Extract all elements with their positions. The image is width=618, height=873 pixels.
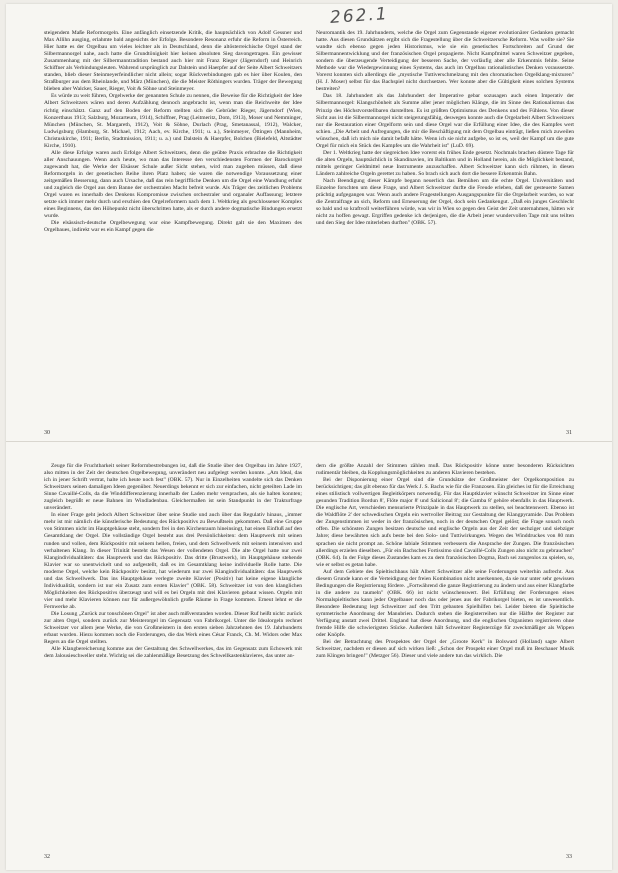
page-number-31: 31 bbox=[566, 430, 572, 436]
paragraph: Das 18. Jahrhundert als das Jahrhundert der Imperative gebar sozusagen auch einen Imperativ der Silbermannorgel: Klangschönheit als Summe aller jener möglichen Klänge, die im Sinne des Rationalismus das Prinzip des Höchstvorstellbaren darstellten. Es ist größten Optimismus des Denkens und des Fühlens. Von dieser Sicht aus ist die Silbermannorgel nicht steigerungsfähig, deswegen konnte auch die Orgelarbeit Albert Schweitzers nur die Restauration einer Orgelform sein und diese Orgel war die Erfüllung einer Idee, die des Kampfes wert schien. „Die Arbeit und Aufregungen, die mir die Beschäftigung mit dem Orgelbau einträgt, ließen mich zuweilen wünschen, daß ich mich nie damit befaßt hätte. Wenn ich sie nicht aufgebe, so ist es, weil der Kampf um die gute Orgel für mich ein Stück des Kampfes um die Wahrheit ist" (LuD. 69). bbox=[316, 93, 574, 149]
page-number-30: 30 bbox=[44, 430, 50, 436]
page-30-text bbox=[44, 30, 302, 410]
page-number-32: 32 bbox=[44, 854, 50, 860]
paragraph: Alle Klangbereicherung komme aus der Gestaltung des Schwellwerkes, das im Gegensatz zum Echowerk mit dem Jalousieschweller steht. Wichtig sei die zahlenmäßige Besetzung des Schwellkastenklavieres, das unter an- bbox=[44, 646, 302, 660]
page-32-text bbox=[44, 463, 302, 848]
page-fold-line bbox=[6, 441, 612, 442]
paragraph: Zeuge für die Fruchtbarkeit seiner Reformbestrebungen ist, daß die Studie über den Orgelbau im Jahre 1927, also mitten in der Zeit der deutschen Orgelbewegung, unverändert neu aufgelegt werden konnte. „Am Ideal, das ich in jener Schrift vertrat, halte ich heute noch fest" (OBK. 57). Nur in Einzelheiten wandelte sich das Denken Schweitzers seinen damaligen Ideen gegenüber. Neuerdings bekennt er sich zur einfachen, nicht geteilten Lade im Sinne Cavaillé-Colls, da die Winddifferenzierung innerhalb der Laden mehr versprachen, als sie halten konnten; zugleich begrüßt er neue Bahnen im Windladenbau. Gleichermaßen ist sein Standpunkt in der Trakturfrage unverändert. bbox=[44, 463, 302, 512]
paragraph: steigendem Maße Reformorgeln. Eine anfänglich einsetzende Kritik, die hauptsächlich von Adolf Gessner und Max Allihn ausging, erlahmte bald angesichts der Erfolge. Besondere Resonanz erfuhr die Reform in Österreich. Hier hatte es der Orgelbau um vieles leichter als in Deutschland, denn die altösterreichische Orgel stand der Silbermannorgel nahe, auch hatte die Grundtönigkeit hier keinen absoluten Sieg davongetragen. Ein gewisser Zusammenhang mit der Silbermanntradition bestand auch hier mit Franz Rieger (Jägerndorf) und Heinrich Schiffner als Verbindungsleuten. Wahrend ursprünglich zur Dalstein und Haerpfer auf der Seite Albert Schweitzers standen, blieb dieser Steinmeyerfeindlicher nicht allein; sogar Rückverbindungen gab es hier über Koulen, den Straßburger aus dem Rheinlande, und März (München), die die Meister Röthingers wurden. Träger der Bewegung blieben aber Walcker, Sauer, Rieger, Voit & Söhne und Steinmeyer. bbox=[44, 30, 302, 93]
paragraph: Bei der Disponierung einer Orgel sind die Grundsätze der Großmeister der Orgelkomposition zu berücksichtigen; das gilt ebenso für das Werk J. S. Bachs wie für die Franzosen. Ein gleiches ist für die Erreichung eines stilistisch vollwertigen Begleitkörpers notwendig. Für das Hauptklavier wünscht Schweitzer im Sinne einer gesunden Tradition Bordun 8', Flöte major 8' und Salicional 8'; die Gamba 8' gehöre ebenfalls in das Hauptwerk. Die englische Art, verschieden mensurierte Prinzipale in das Hauptwerk zu stellen, sei beachtenswert. Ebenso ist die Waldflöte 2' der schwedischen Orgeln ein wertvoller Beitrag zur Gestaltung der Klangpyramide. Das Problem der Zungenstimmen ist weder in der französischen, noch in der deutschen Orgel gelöst; die Frage sonach noch offen. Die schönsten Zungen besitzen deutsche und englische Orgeln aus der Zeit der sechziger und siebziger Jahre; diese bewährten sich aufs beste bei den Solo- und Tuttiwirkungen. Wegen des Winddruckes von 80 mm sprachen sie nicht prompt an. Schöne labiale Stimmen verbessern die Ansprache der Zungen. Die französischen allerdings erzielen dieselben. „Für ein Bachsches Fortissimo sind Cavaillé-Colls Zungen also nicht zu gebrauchen" (OBK. 64). In der Folge dieses Zustandes kam es zu dem französischen Dogma, Bach sei zungenlos zu spielen, so, wie er selbst es getan habe. bbox=[316, 477, 574, 568]
paragraph: Es würde zu weit führen, Orgelwerke der genannten Schule zu nennen, die Beweise für die Richtigkeit der Idee Albert Schweitzers wären und deren Aufzählung dennoch angebracht ist, wenn man die Reichweite der Idee richtig einschätzt. Ganz auf den Boden der Reform stellten sich die Gebrüder Rieger, Jägerndorf (Wien, Konzerthaus 1913; Salzburg, Mozarteum, 1914), Schiffner, Prag (Leitmeritz, Dom, 1913), Moser und Nemminger, München (München, St. Margareth, 1912), Voit & Söhne, Durlach (Prag, Smetanassal, 1912), Walcker, Ludwigsburg (Hamburg, St. Michael, 1912; Aach, ev. Kirche, 1911; u. a.), Steinmeyer, Öttingen (Mannheim, Christuskirche, 1911; Berlin, Stadtmission, 1911; u. a.) und Dalstein & Haerpfer, Bolchen (Bielefeld, Altstädter Kirche, 1910). bbox=[44, 93, 302, 149]
handwritten-note: 262.1 bbox=[329, 3, 390, 29]
page-33-text bbox=[316, 463, 574, 848]
page-number-33: 33 bbox=[566, 854, 572, 860]
paragraph: Die Losung „Zurück zur tonschönen Orgel" ist aber auch mißverstanden worden. Dieser Ruf heißt nicht: zurück zur alten Orgel, sondern zurück zur Meisterorgel im Gegensatz von Fabrikorgel. Unter die Idealorgeln rechnet Schweitzer vor allem jene Werke, die von Großmeistern in den ersten sieben Jahrzehnten des 19. Jahrhunderts erbaut wurden. Hiezu kommen noch die Forderungen, die das Werk eines César Franck, Ch. M. Widors oder Max Regers an die Orgel stellten. bbox=[44, 610, 302, 646]
paragraph: Die elsässisch-deutsche Orgelbewegung war eine Kampfbewegung. Direkt galt sie den Maximen des Orgelbaues, indirekt war es ein Kampf gegen die bbox=[44, 220, 302, 234]
paragraph: dern die größte Anzahl der Stimmen zählen muß. Das Rückpositiv könne unter besonderen Rücksichten rudimentär bleiben, da Kopplungsmöglichkeiten zu anderen Klavieren bestehen. bbox=[316, 463, 574, 477]
paragraph: In einer Frage geht jedoch Albert Schweitzer über seine Studie und auch über das Regulativ hinaus, „immer mehr ist mir nämlich die künstlerische Bedeutung des Rückpositivs zu Bewußtsein gekommen. Daß eine Gruppe von Stimmen nicht im Hauptgehäuse steht, sondern frei in den Kirchenraum hineinsingt, hat einen Einfluß auf den Gesamtklang der Orgel. Die vollständige Orgel besteht aus drei Persönlichkeiten: dem Hauptwerk mit seinen runden und vollen, dem Rückpositiv mit seinem hellen, freien, und dem Schwellwerk mit seinem intensiven und verhaltenen Klang. In dieser Trinität besteht das Wesen der vollendeten Orgel. Die alte Orgel hatte nur zwei Klangindividualitäten: das Hauptwerk und das Rückpositiv. Das dritte (Brustwerk), im Hauptgehäuse stehende Klavier war so unentwickelt und so aufgestellt, daß es im Gesamtklang keine individuelle Rolle hatte. Die moderne Orgel, welche kein Rückpositiv besitzt, hat wiederum nur zwei Klangindividualitäten: das Hauptwerk und das Schwellwerk. Das ins Hauptgehäuse verlegte zweite Klavier (Positiv) hat keine eigene klangliche Individualität, sondern ist nur ein Zusatz zum ersten Klavier" (OBK. 58). Schweitzer ist von den klanglichen Möglichkeiten des Rückpositivs überzeugt und will es bei Orgeln mit drei Klavieren gebaut wissen. Orgeln mit vier und mehr Klavieren können nur für außergewöhnlich große Räume in Frage kommen. Erneut lehnt er die Fernwerke ab. bbox=[44, 512, 302, 610]
paragraph: Alle diese Erfolge waren auch Erfolge Albert Schweitzers, denn die geübte Praxis erbrachte die Richtigkeit aller Anschauungen. Wenn auch heute, wo man das Interesse den verschiedensten Formen der Barockorgel zugewandt hat, die Werke der Elsässer Schule außer Sicht stehen, wird man zugeben müssen, daß diese Reformorgeln in der genetischen Reihe ihren Platz haben; sie waren die notwendige Voraussetzung einer zeitgemäßen Besserung, dann auch Ursache, daß das rein begriffliche Denken um die Orgel eine Wandlung erfuhr und zugleich die Orgel aus dem Banne der orchestralen Macht befreit wurde. Als Träger des zeitlichen Problems Orgel waren es innerhalb des Denkens Kompromisse zwischen orchestraler und organaler Auffassung; letztere setzte sich immer mehr durch und erschien den Orgelreformern nach dem 1. Weltkrieg als geschlossener Komplex eines Beginnens, das den Höhepunkt nicht überschritten hatte, als er durch andere dogmatische Bindungen ersetzt wurde. bbox=[44, 149, 302, 220]
paragraph: Neuromantik des 19. Jahrhunderts, welche die Orgel zum Gegenstande eigener evolutionärer Gedanken gemacht hatte. Aus diesen Grundsätzen ergibt sich die Fragestellung über die Schweitzersche Reform. Was wollte sie? Sie wandte sich ebenso gegen jeden Historismus, wie sie ein genetisches Fortschreiten auf Grund der Silbermannentwicklung und der französischen Orgel propagierte. Nicht Kampfmittel waren Schweitzer gegeben, sondern die überzeugende Verteidigung der besseren Sache, der vorläufig aber alle Erkenntnis fehlte. Seine Methode war die Wiedergewinnung eines Systems, das auch im Orgelbau rationalistisches Denken voraussetzte. Vorerst konnten sich allerdings die „mystische Tuttiverschmelzung mit den chromatischen Orgelklang-mixturen" (H. J. Moser) selbst für das Bachspiel nicht durchsetzen. Wer konnte aber die Gültigkeit eines solchen Systems bestreiten? bbox=[316, 30, 574, 93]
paragraph: Auf dem Gebiete des Spieltischbaus hält Albert Schweitzer alle seine Forderungen weiterhin aufrecht. Aus diesem Grunde kann er die Verteidigung der freien Kombination nicht anerkennen, da sie nur unter sehr gewissen Bedingungen die Registrierung fördere. „Fortwährend die ganze Registrierung zu ändern und aus einer Klangfarbe in die andere zu taumeln" (OBK. 66) ist nicht wünschenswert. Bei Erfüllung der Forderungen eines Normalspieltisches kann jeder Orgelbauer noch das oder jenes aus der Fabrikorgel bieten, es ist unwesentlich. Besondere Bedeutung legt Schweitzer auf den Tritt gebauten Spielhilfen bei. Leider bieten die Spieltische symmetrische Anordnung der Manubrien. Dadurch stehen die Registerreihen nur die Hälfte der Register zur Verfügung anstatt zwei Drittel. England hat diese Anordnung, und die englischen Organisten registrieren ohne fremde Hilfe die schwierigsten Stücke. Außerdem hält Schweitzer Registerzüge für zweckmäßiger als Wippen oder Knöpfe. bbox=[316, 568, 574, 639]
paragraph: Der 1. Weltkrieg hatte der siegreichen Idee vorerst ein frühes Ende gesetzt. Nochmals brachen düstere Tage für die alten Orgeln, hauptsächlich in Skandinavien, im Baltikum und in Holland herein, als die Möglichkeit bestand, mittels geringer Geldmittel neue Instrumente anzuschaffen. Albert Schweitzer kann sich rühmen, in diesen Ländern zahlreiche Orgeln gerettet zu haben. So brach sich auch dort die bessere Erkenntnis Bahn. bbox=[316, 149, 574, 177]
page-31-text bbox=[316, 30, 574, 410]
paragraph: Bei der Betrachtung des Prospektes der Orgel der „Groote Kerk" in Bolsward (Holland) sagte Albert Schweitzer, nachdem er diesen auf sich wirken ließ: „Schon der Prospekt einer Orgel muß im Beschauer Musik zum Klingen bringen!" (Metzger 56). Dieser und viele andere tun das wirklich. Die bbox=[316, 639, 574, 660]
paragraph: Nach Beendigung dieser Kämpfe begann neuerlich das Bemühen um die echte Orgel. Universitäten und Einzelne forschten um diese Frage, und Albert Schweitzer durfte die Freude erleben, daß der gesteuerte Samen prächtig aufgegangen war. Wenn auch andere Fragestellungen Ausgangspunkte für die Orgelarbeit wurden, so war die Zentralfrage an sich, Reform und Erneuerung der Orgel, doch sein Gedankengut. „Daß ein junges Geschlecht so bald und so kraftvoll weiterführen würde, was wir in Wien so gegen den Geist der Zeit unternahmen, hätten wir nicht zu hoffen gewagt. Ergriffen gedenke ich derjenigen, die die Arbeit jener wundervollen Tage mit uns teilten und den Sieg der Idee miterleben durften" (OBK. 57). bbox=[316, 177, 574, 227]
